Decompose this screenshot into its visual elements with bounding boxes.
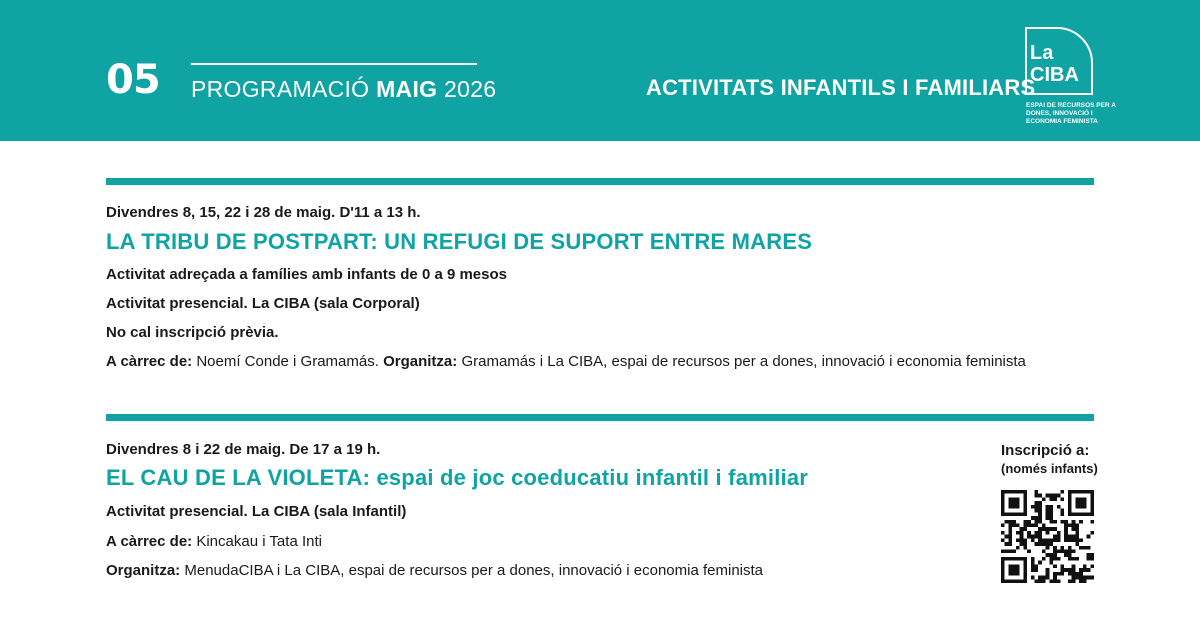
- logo-line1: La: [1030, 42, 1054, 64]
- event-format: [106, 503, 406, 521]
- organizer-value: Gramamás i La CIBA, espai de recursos per a dones, innovació i economia feminista: [461, 353, 1026, 370]
- in-charge-label: A càrrec de:: [106, 353, 193, 370]
- organizer-label: Organitza:: [106, 562, 181, 579]
- logo-subtitle: ESPAI DE RECURSOS PER A DONES, INNOVACIÓ I ECONOMIA FEMINISTA: [1026, 102, 1116, 125]
- event-in-charge: [106, 533, 322, 551]
- event-organizer: [106, 562, 763, 580]
- event-divider: [106, 414, 1094, 421]
- programme-label: [191, 76, 496, 102]
- event-audience-text: Activitat adreçada a famílies amb infants de 0 a 9 mesos: [106, 266, 508, 283]
- inscription-note: (només infants): [1001, 461, 1098, 476]
- event-credits: [106, 353, 1026, 371]
- event-date-text: Divendres 8 i 22 de maig. De 17 a 19 h.: [106, 441, 381, 458]
- event-date-text: Divendres 8, 15, 22 i 28 de maig. D'11 a 13 h.: [106, 204, 421, 221]
- in-charge-value: Noemí Conde i Gramamás.: [196, 353, 379, 370]
- header-banner: [0, 0, 1200, 141]
- event-date: [106, 204, 421, 222]
- inscription-label: Inscripció a:: [1001, 442, 1090, 459]
- issue-number: 05: [106, 57, 160, 103]
- in-charge-value: Kincakau i Tata Inti: [196, 533, 322, 550]
- event-audience: [106, 266, 507, 284]
- event-date: [106, 441, 380, 459]
- logo-line2: CIBA: [1030, 64, 1079, 86]
- event-format-text: Activitat presencial. La CIBA (sala Infantil): [106, 503, 407, 520]
- event-registration: [106, 324, 279, 342]
- organizer-label: Organitza:: [383, 353, 458, 370]
- programacio-label: PROGRAMACIÓ: [191, 76, 370, 102]
- event-title: LA TRIBU DE POSTPART: UN REFUGI DE SUPORT ENTRE MARES: [106, 229, 813, 254]
- in-charge-label: A càrrec de:: [106, 533, 193, 550]
- event-divider: [106, 178, 1094, 185]
- organizer-value: MenudaCIBA i La CIBA, espai de recursos per a dones, innovació i economia feminista: [184, 562, 764, 579]
- qr-code-icon[interactable]: [1001, 490, 1094, 583]
- event-format-text: Activitat presencial. La CIBA (sala Corporal): [106, 295, 420, 312]
- section-title: ACTIVITATS INFANTILS I FAMILIARS: [646, 75, 1036, 100]
- month-label: MAIG: [376, 76, 438, 102]
- event-format: [106, 295, 420, 313]
- event-title: EL CAU DE LA VIOLETA: espai de joc coeducatiu infantil i familiar: [106, 465, 809, 490]
- header-rule: [191, 63, 477, 65]
- event-registration-text: No cal inscripció prèvia.: [106, 324, 279, 341]
- year-label: 2026: [444, 76, 497, 102]
